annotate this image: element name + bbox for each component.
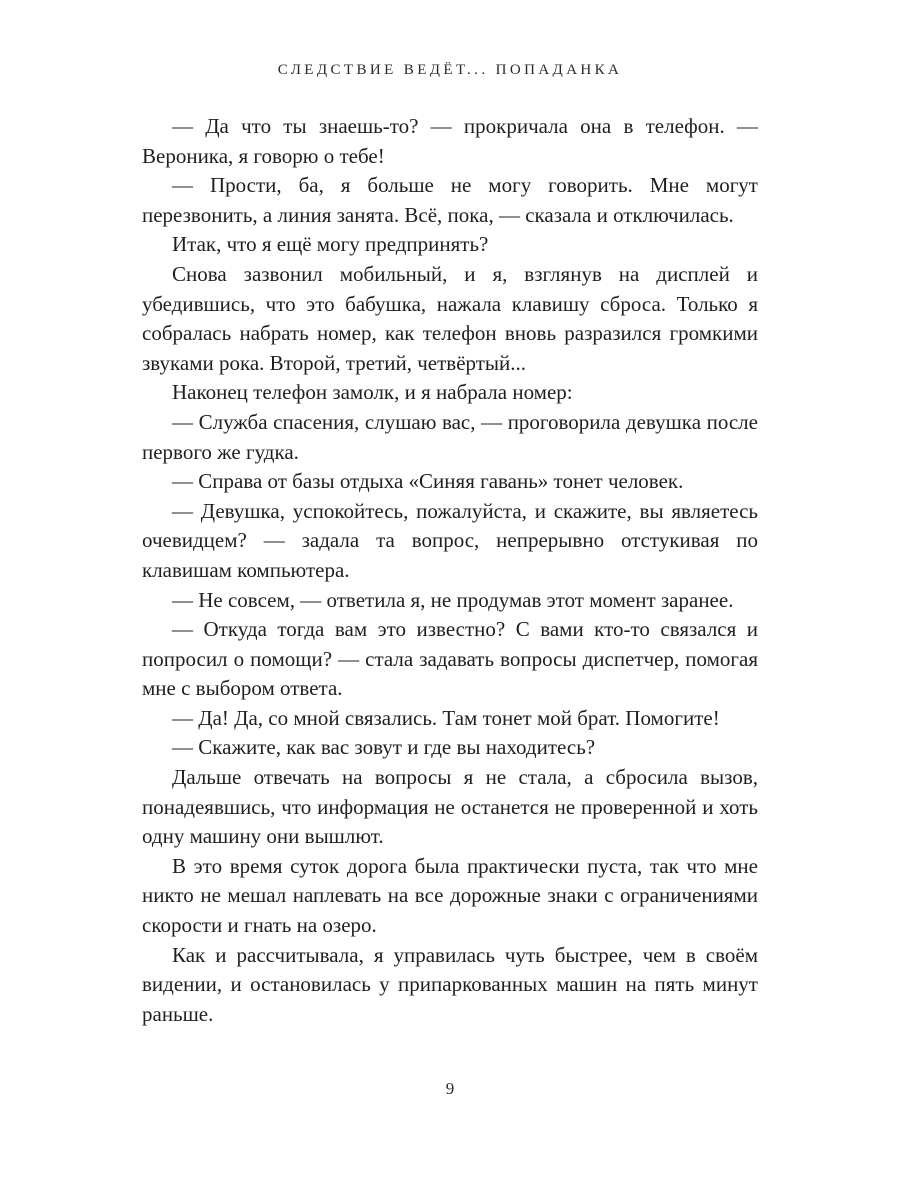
- paragraph: — Да что ты знаешь-то? — прокричала она в телефон. — Вероника, я говорю о тебе!: [142, 114, 758, 168]
- body-text: [142, 112, 758, 1029]
- paragraph: — Не совсем, — ответила я, не продумав этот момент заранее.: [172, 587, 734, 612]
- page-number: 9: [445, 1079, 455, 1098]
- paragraph: Дальше отвечать на вопросы я не стала, а сбросила вызов, понадеявшись, что информация не останется не проверенной и хоть одну машину они вышлют.: [142, 765, 758, 849]
- paragraph: — Девушка, успокойтесь, пожалуйста, и скажите, вы являетесь очевидцем? — задала та вопрос, непрерывно отстукивая по клавишам компьютера.: [142, 498, 758, 582]
- paragraph: Итак, что я ещё могу предпринять?: [172, 232, 489, 257]
- paragraph: Как и рассчитывала, я управилась чуть быстрее, чем в своём видении, и остановилась у припаркованных машин на пять минут раньше.: [142, 942, 758, 1026]
- paragraph: — Скажите, как вас зовут и где вы находитесь?: [172, 735, 596, 760]
- paragraph: — Откуда тогда вам это известно? С вами кто-то связался и попросил о помощи? — стала задавать вопросы диспетчер, помогая мне с выбором ответа.: [142, 617, 758, 701]
- paragraph: В это время суток дорога была практически пуста, так что мне никто не мешал наплевать на все дорожные знаки с ограничениями скорости и гнать на озеро.: [142, 853, 758, 938]
- paragraph: Снова зазвонил мобильный, и я, взглянув на дисплей и убедившись, что это бабушка, нажала клавишу сброса. Только я собралась набрать номер, как телефон вновь разразился громкими звуками рока. Второй, третий, четвёртый...: [142, 261, 758, 375]
- paragraph: — Да! Да, со мной связались. Там тонет мой брат. Помогите!: [172, 705, 720, 730]
- paragraph: — Служба спасения, слушаю вас, — проговорила девушка после первого же гудка.: [142, 409, 758, 464]
- paragraph: Наконец телефон замолк, и я набрала номер:: [172, 380, 573, 405]
- paragraph: — Прости, ба, я больше не могу говорить. Мне могут перезвонить, а линия занята. Всё, пока, — сказала и отключилась.: [142, 173, 758, 227]
- running-header: СЛЕДСТВИЕ ВЕДЁТ... ПОПАДАНКА: [277, 62, 623, 78]
- paragraph: — Справа от базы отдыха «Синяя гавань» тонет человек.: [172, 469, 684, 494]
